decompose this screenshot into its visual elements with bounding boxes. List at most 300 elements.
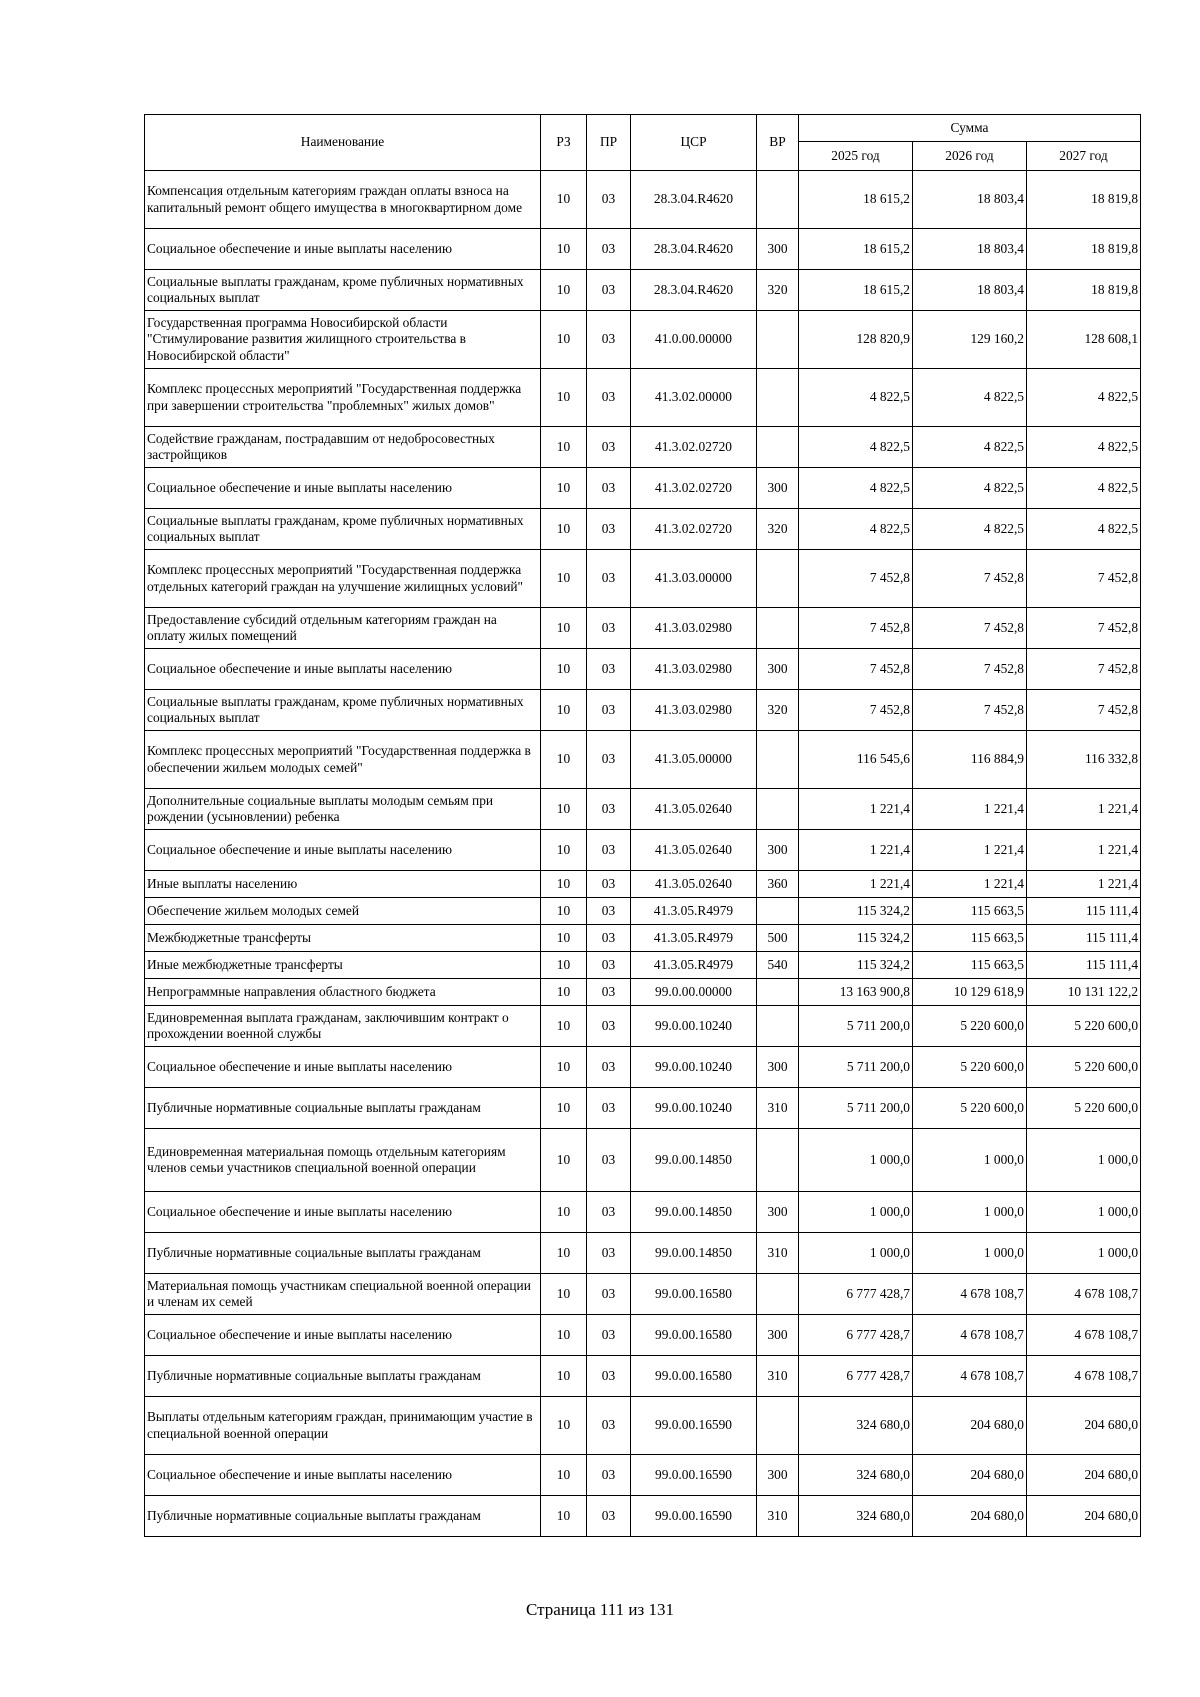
row-sum-2025: 324 680,0	[799, 1397, 913, 1455]
row-name: Иные выплаты населению	[145, 871, 541, 898]
row-sum-2027: 115 111,4	[1027, 952, 1141, 979]
table-row	[145, 1129, 1141, 1192]
table-row	[145, 1088, 1141, 1129]
row-vr	[757, 369, 799, 427]
row-sum-2025: 18 615,2	[799, 229, 913, 270]
row-name: Социальные выплаты гражданам, кроме публичных нормативных социальных выплат	[145, 690, 541, 731]
row-vr: 300	[757, 1047, 799, 1088]
row-pr: 03	[587, 369, 631, 427]
row-csr: 99.0.00.10240	[631, 1047, 757, 1088]
row-pr: 03	[587, 1129, 631, 1192]
row-csr: 99.0.00.16580	[631, 1356, 757, 1397]
row-pr: 03	[587, 1356, 631, 1397]
table-body	[145, 171, 1141, 1537]
budget-table	[144, 114, 1141, 1537]
row-rz: 10	[541, 369, 587, 427]
row-name: Комплекс процессных мероприятий "Государственная поддержка в обеспечении жильем молодых семей"	[145, 731, 541, 789]
row-sum-2027: 4 822,5	[1027, 369, 1141, 427]
row-sum-2026: 7 452,8	[913, 649, 1027, 690]
table-row	[145, 1496, 1141, 1537]
row-sum-2025: 1 221,4	[799, 789, 913, 830]
row-sum-2026: 129 160,2	[913, 311, 1027, 369]
row-sum-2027: 7 452,8	[1027, 649, 1141, 690]
row-sum-2025: 7 452,8	[799, 608, 913, 649]
row-name: Социальное обеспечение и иные выплаты населению	[145, 229, 541, 270]
row-sum-2025: 6 777 428,7	[799, 1315, 913, 1356]
row-pr: 03	[587, 509, 631, 550]
row-sum-2027: 7 452,8	[1027, 550, 1141, 608]
row-pr: 03	[587, 1047, 631, 1088]
row-sum-2027: 4 678 108,7	[1027, 1356, 1141, 1397]
row-csr: 41.3.05.R4979	[631, 952, 757, 979]
row-rz: 10	[541, 468, 587, 509]
row-sum-2025: 116 545,6	[799, 731, 913, 789]
row-sum-2025: 7 452,8	[799, 690, 913, 731]
row-sum-2026: 204 680,0	[913, 1496, 1027, 1537]
row-sum-2027: 7 452,8	[1027, 690, 1141, 731]
row-rz: 10	[541, 311, 587, 369]
table-row	[145, 1192, 1141, 1233]
row-vr	[757, 731, 799, 789]
row-sum-2025: 115 324,2	[799, 925, 913, 952]
row-rz: 10	[541, 898, 587, 925]
row-sum-2027: 1 221,4	[1027, 789, 1141, 830]
row-pr: 03	[587, 898, 631, 925]
row-name: Единовременная выплата гражданам, заключившим контракт о прохождении военной службы	[145, 1006, 541, 1047]
row-name: Публичные нормативные социальные выплаты гражданам	[145, 1496, 541, 1537]
row-sum-2025: 4 822,5	[799, 427, 913, 468]
row-sum-2026: 115 663,5	[913, 898, 1027, 925]
table-row	[145, 925, 1141, 952]
row-pr: 03	[587, 229, 631, 270]
row-pr: 03	[587, 1397, 631, 1455]
row-rz: 10	[541, 1397, 587, 1455]
row-sum-2027: 18 819,8	[1027, 171, 1141, 229]
row-sum-2027: 1 000,0	[1027, 1233, 1141, 1274]
header-rz: РЗ	[541, 115, 587, 171]
row-sum-2025: 115 324,2	[799, 952, 913, 979]
row-sum-2026: 1 000,0	[913, 1129, 1027, 1192]
row-name: Обеспечение жильем молодых семей	[145, 898, 541, 925]
row-name: Социальное обеспечение и иные выплаты населению	[145, 649, 541, 690]
row-vr: 310	[757, 1496, 799, 1537]
row-pr: 03	[587, 871, 631, 898]
row-sum-2027: 4 678 108,7	[1027, 1274, 1141, 1315]
row-vr	[757, 608, 799, 649]
row-sum-2027: 1 000,0	[1027, 1192, 1141, 1233]
row-name: Публичные нормативные социальные выплаты гражданам	[145, 1356, 541, 1397]
row-sum-2027: 4 822,5	[1027, 509, 1141, 550]
row-sum-2027: 5 220 600,0	[1027, 1088, 1141, 1129]
row-vr: 360	[757, 871, 799, 898]
table-row	[145, 690, 1141, 731]
row-sum-2026: 1 221,4	[913, 830, 1027, 871]
row-csr: 41.0.00.00000	[631, 311, 757, 369]
row-sum-2025: 6 777 428,7	[799, 1356, 913, 1397]
row-sum-2027: 4 678 108,7	[1027, 1315, 1141, 1356]
row-sum-2026: 116 884,9	[913, 731, 1027, 789]
row-sum-2026: 4 822,5	[913, 369, 1027, 427]
row-vr: 300	[757, 229, 799, 270]
row-sum-2026: 7 452,8	[913, 690, 1027, 731]
row-csr: 41.3.02.00000	[631, 369, 757, 427]
row-csr: 41.3.02.02720	[631, 427, 757, 468]
row-csr: 99.0.00.16580	[631, 1315, 757, 1356]
row-pr: 03	[587, 1315, 631, 1356]
row-name: Социальное обеспечение и иные выплаты населению	[145, 1455, 541, 1496]
page-number: Страница 111 из 131	[526, 1600, 674, 1619]
table-row	[145, 649, 1141, 690]
row-vr: 320	[757, 690, 799, 731]
row-vr: 300	[757, 1455, 799, 1496]
table-row	[145, 171, 1141, 229]
row-csr: 99.0.00.16590	[631, 1397, 757, 1455]
row-vr: 310	[757, 1088, 799, 1129]
row-sum-2025: 18 615,2	[799, 171, 913, 229]
table-row	[145, 229, 1141, 270]
row-vr	[757, 427, 799, 468]
row-sum-2026: 1 221,4	[913, 789, 1027, 830]
row-vr	[757, 789, 799, 830]
row-vr: 540	[757, 952, 799, 979]
table-row	[145, 789, 1141, 830]
row-rz: 10	[541, 1088, 587, 1129]
row-vr	[757, 550, 799, 608]
header-sum: Сумма	[799, 115, 1141, 142]
row-csr: 99.0.00.14850	[631, 1129, 757, 1192]
row-sum-2026: 5 220 600,0	[913, 1047, 1027, 1088]
row-name: Социальные выплаты гражданам, кроме публичных нормативных социальных выплат	[145, 270, 541, 311]
row-csr: 99.0.00.14850	[631, 1192, 757, 1233]
row-csr: 41.3.05.00000	[631, 731, 757, 789]
row-pr: 03	[587, 550, 631, 608]
row-pr: 03	[587, 1006, 631, 1047]
row-sum-2026: 4 822,5	[913, 427, 1027, 468]
row-sum-2025: 5 711 200,0	[799, 1006, 913, 1047]
row-sum-2025: 1 000,0	[799, 1192, 913, 1233]
row-sum-2025: 1 000,0	[799, 1233, 913, 1274]
table-row	[145, 1455, 1141, 1496]
row-pr: 03	[587, 789, 631, 830]
row-sum-2026: 204 680,0	[913, 1455, 1027, 1496]
row-csr: 41.3.03.00000	[631, 550, 757, 608]
row-name: Предоставление субсидий отдельным категориям граждан на оплату жилых помещений	[145, 608, 541, 649]
row-pr: 03	[587, 427, 631, 468]
row-csr: 41.3.05.02640	[631, 789, 757, 830]
row-name: Непрограммные направления областного бюджета	[145, 979, 541, 1006]
row-rz: 10	[541, 427, 587, 468]
row-vr	[757, 979, 799, 1006]
row-vr	[757, 898, 799, 925]
row-sum-2025: 324 680,0	[799, 1455, 913, 1496]
row-vr: 300	[757, 1315, 799, 1356]
row-sum-2025: 1 221,4	[799, 871, 913, 898]
row-sum-2025: 7 452,8	[799, 649, 913, 690]
row-sum-2026: 5 220 600,0	[913, 1088, 1027, 1129]
row-vr: 300	[757, 468, 799, 509]
row-rz: 10	[541, 789, 587, 830]
row-vr	[757, 1274, 799, 1315]
row-rz: 10	[541, 229, 587, 270]
header-vr: ВР	[757, 115, 799, 171]
row-csr: 99.0.00.16580	[631, 1274, 757, 1315]
row-csr: 41.3.05.R4979	[631, 898, 757, 925]
row-rz: 10	[541, 1192, 587, 1233]
row-sum-2026: 7 452,8	[913, 608, 1027, 649]
table-row	[145, 369, 1141, 427]
row-vr	[757, 1397, 799, 1455]
row-name: Публичные нормативные социальные выплаты гражданам	[145, 1088, 541, 1129]
row-sum-2026: 10 129 618,9	[913, 979, 1027, 1006]
row-name: Государственная программа Новосибирской области "Стимулирование развития жилищного строительства в Новосибирской области"	[145, 311, 541, 369]
row-rz: 10	[541, 608, 587, 649]
row-csr: 99.0.00.16590	[631, 1496, 757, 1537]
row-pr: 03	[587, 1233, 631, 1274]
table-row	[145, 509, 1141, 550]
header-csr: ЦСР	[631, 115, 757, 171]
row-vr: 300	[757, 1192, 799, 1233]
table-row	[145, 550, 1141, 608]
row-sum-2025: 4 822,5	[799, 369, 913, 427]
table-row	[145, 1233, 1141, 1274]
header-year-2025: 2025 год	[799, 142, 913, 171]
row-vr: 310	[757, 1356, 799, 1397]
row-pr: 03	[587, 270, 631, 311]
row-rz: 10	[541, 1233, 587, 1274]
row-csr: 41.3.05.02640	[631, 830, 757, 871]
row-rz: 10	[541, 690, 587, 731]
row-rz: 10	[541, 649, 587, 690]
header-year-2027: 2027 год	[1027, 142, 1141, 171]
row-pr: 03	[587, 608, 631, 649]
row-pr: 03	[587, 979, 631, 1006]
row-pr: 03	[587, 1192, 631, 1233]
row-rz: 10	[541, 979, 587, 1006]
row-csr: 28.3.04.R4620	[631, 270, 757, 311]
row-sum-2027: 1 000,0	[1027, 1129, 1141, 1192]
table-row	[145, 270, 1141, 311]
row-rz: 10	[541, 1129, 587, 1192]
row-sum-2025: 324 680,0	[799, 1496, 913, 1537]
row-rz: 10	[541, 952, 587, 979]
table-row	[145, 311, 1141, 369]
row-csr: 41.3.03.02980	[631, 690, 757, 731]
row-sum-2027: 10 131 122,2	[1027, 979, 1141, 1006]
table-row	[145, 871, 1141, 898]
row-sum-2027: 128 608,1	[1027, 311, 1141, 369]
row-pr: 03	[587, 830, 631, 871]
row-rz: 10	[541, 731, 587, 789]
row-pr: 03	[587, 731, 631, 789]
row-csr: 28.3.04.R4620	[631, 171, 757, 229]
row-name: Социальное обеспечение и иные выплаты населению	[145, 830, 541, 871]
row-sum-2025: 1 221,4	[799, 830, 913, 871]
row-sum-2026: 4 678 108,7	[913, 1274, 1027, 1315]
table-row	[145, 898, 1141, 925]
row-rz: 10	[541, 550, 587, 608]
row-name: Дополнительные социальные выплаты молодым семьям при рождении (усыновлении) ребенка	[145, 789, 541, 830]
row-sum-2025: 128 820,9	[799, 311, 913, 369]
row-pr: 03	[587, 952, 631, 979]
row-csr: 99.0.00.16590	[631, 1455, 757, 1496]
row-name: Социальное обеспечение и иные выплаты населению	[145, 1192, 541, 1233]
table-row	[145, 468, 1141, 509]
row-vr	[757, 171, 799, 229]
row-pr: 03	[587, 171, 631, 229]
row-sum-2025: 4 822,5	[799, 468, 913, 509]
row-sum-2027: 204 680,0	[1027, 1496, 1141, 1537]
row-name: Социальное обеспечение и иные выплаты населению	[145, 1315, 541, 1356]
row-sum-2026: 1 221,4	[913, 871, 1027, 898]
row-sum-2026: 4 678 108,7	[913, 1315, 1027, 1356]
row-name: Комплекс процессных мероприятий "Государственная поддержка отдельных категорий граждан на улучшение жилищных условий"	[145, 550, 541, 608]
row-rz: 10	[541, 1274, 587, 1315]
row-rz: 10	[541, 1455, 587, 1496]
row-sum-2025: 1 000,0	[799, 1129, 913, 1192]
row-sum-2025: 5 711 200,0	[799, 1047, 913, 1088]
row-sum-2026: 4 822,5	[913, 509, 1027, 550]
row-sum-2026: 5 220 600,0	[913, 1006, 1027, 1047]
row-name: Социальные выплаты гражданам, кроме публичных нормативных социальных выплат	[145, 509, 541, 550]
row-vr: 320	[757, 509, 799, 550]
row-sum-2026: 115 663,5	[913, 925, 1027, 952]
row-rz: 10	[541, 925, 587, 952]
row-pr: 03	[587, 468, 631, 509]
row-pr: 03	[587, 649, 631, 690]
table-row	[145, 1274, 1141, 1315]
row-name: Компенсация отдельным категориям граждан оплаты взноса на капитальный ремонт общего имущества в многоквартирном доме	[145, 171, 541, 229]
row-rz: 10	[541, 1315, 587, 1356]
row-sum-2027: 116 332,8	[1027, 731, 1141, 789]
row-vr: 300	[757, 649, 799, 690]
table-row	[145, 1356, 1141, 1397]
row-name: Социальное обеспечение и иные выплаты населению	[145, 1047, 541, 1088]
row-sum-2027: 5 220 600,0	[1027, 1047, 1141, 1088]
row-vr	[757, 1129, 799, 1192]
row-sum-2026: 4 822,5	[913, 468, 1027, 509]
row-name: Комплекс процессных мероприятий "Государственная поддержка при завершении строительства "проблемных" жилых домов"	[145, 369, 541, 427]
row-sum-2025: 115 324,2	[799, 898, 913, 925]
table-header	[145, 115, 1141, 171]
row-csr: 99.0.00.10240	[631, 1088, 757, 1129]
row-name: Межбюджетные трансферты	[145, 925, 541, 952]
row-csr: 41.3.05.02640	[631, 871, 757, 898]
row-sum-2026: 115 663,5	[913, 952, 1027, 979]
row-csr: 99.0.00.10240	[631, 1006, 757, 1047]
row-sum-2027: 1 221,4	[1027, 871, 1141, 898]
row-sum-2027: 18 819,8	[1027, 229, 1141, 270]
row-sum-2027: 18 819,8	[1027, 270, 1141, 311]
row-name: Выплаты отдельным категориям граждан, принимающим участие в специальной военной операции	[145, 1397, 541, 1455]
row-pr: 03	[587, 1088, 631, 1129]
row-pr: 03	[587, 1496, 631, 1537]
row-csr: 41.3.03.02980	[631, 608, 757, 649]
table-row	[145, 952, 1141, 979]
row-sum-2025: 4 822,5	[799, 509, 913, 550]
row-vr: 500	[757, 925, 799, 952]
row-name: Материальная помощь участникам специальной военной операции и членам их семей	[145, 1274, 541, 1315]
table-row	[145, 427, 1141, 468]
header-year-2026: 2026 год	[913, 142, 1027, 171]
row-rz: 10	[541, 171, 587, 229]
row-sum-2025: 18 615,2	[799, 270, 913, 311]
row-csr: 41.3.03.02980	[631, 649, 757, 690]
row-rz: 10	[541, 1496, 587, 1537]
row-sum-2027: 115 111,4	[1027, 898, 1141, 925]
row-sum-2026: 204 680,0	[913, 1397, 1027, 1455]
table-row	[145, 1315, 1141, 1356]
row-pr: 03	[587, 1455, 631, 1496]
row-sum-2026: 18 803,4	[913, 229, 1027, 270]
row-csr: 99.0.00.00000	[631, 979, 757, 1006]
row-pr: 03	[587, 690, 631, 731]
row-pr: 03	[587, 311, 631, 369]
row-sum-2027: 5 220 600,0	[1027, 1006, 1141, 1047]
table-row	[145, 979, 1141, 1006]
row-rz: 10	[541, 1047, 587, 1088]
table-row	[145, 830, 1141, 871]
row-sum-2026: 18 803,4	[913, 270, 1027, 311]
row-name: Единовременная материальная помощь отдельным категориям членов семьи участников специальной военной операции	[145, 1129, 541, 1192]
row-vr	[757, 311, 799, 369]
row-name: Содействие гражданам, пострадавшим от недобросовестных застройщиков	[145, 427, 541, 468]
row-name: Социальное обеспечение и иные выплаты населению	[145, 468, 541, 509]
table-row	[145, 731, 1141, 789]
table-row	[145, 1006, 1141, 1047]
row-vr: 310	[757, 1233, 799, 1274]
header-name: Наименование	[145, 115, 541, 171]
row-sum-2025: 13 163 900,8	[799, 979, 913, 1006]
table-row	[145, 1047, 1141, 1088]
row-pr: 03	[587, 1274, 631, 1315]
table-row	[145, 1397, 1141, 1455]
row-rz: 10	[541, 270, 587, 311]
row-sum-2025: 6 777 428,7	[799, 1274, 913, 1315]
row-name: Публичные нормативные социальные выплаты гражданам	[145, 1233, 541, 1274]
row-sum-2026: 4 678 108,7	[913, 1356, 1027, 1397]
row-rz: 10	[541, 871, 587, 898]
row-sum-2027: 1 221,4	[1027, 830, 1141, 871]
row-sum-2027: 204 680,0	[1027, 1455, 1141, 1496]
header-pr: ПР	[587, 115, 631, 171]
row-sum-2027: 4 822,5	[1027, 468, 1141, 509]
row-csr: 41.3.05.R4979	[631, 925, 757, 952]
row-vr: 300	[757, 830, 799, 871]
row-sum-2025: 5 711 200,0	[799, 1088, 913, 1129]
row-vr	[757, 1006, 799, 1047]
row-sum-2027: 4 822,5	[1027, 427, 1141, 468]
row-rz: 10	[541, 509, 587, 550]
row-sum-2027: 115 111,4	[1027, 925, 1141, 952]
row-sum-2025: 7 452,8	[799, 550, 913, 608]
row-rz: 10	[541, 1356, 587, 1397]
row-sum-2027: 7 452,8	[1027, 608, 1141, 649]
row-sum-2026: 18 803,4	[913, 171, 1027, 229]
row-csr: 28.3.04.R4620	[631, 229, 757, 270]
row-vr: 320	[757, 270, 799, 311]
row-sum-2026: 1 000,0	[913, 1192, 1027, 1233]
row-rz: 10	[541, 1006, 587, 1047]
row-pr: 03	[587, 925, 631, 952]
row-csr: 41.3.02.02720	[631, 509, 757, 550]
row-sum-2027: 204 680,0	[1027, 1397, 1141, 1455]
table-row	[145, 608, 1141, 649]
row-csr: 99.0.00.14850	[631, 1233, 757, 1274]
row-csr: 41.3.02.02720	[631, 468, 757, 509]
row-name: Иные межбюджетные трансферты	[145, 952, 541, 979]
row-sum-2026: 7 452,8	[913, 550, 1027, 608]
row-rz: 10	[541, 830, 587, 871]
